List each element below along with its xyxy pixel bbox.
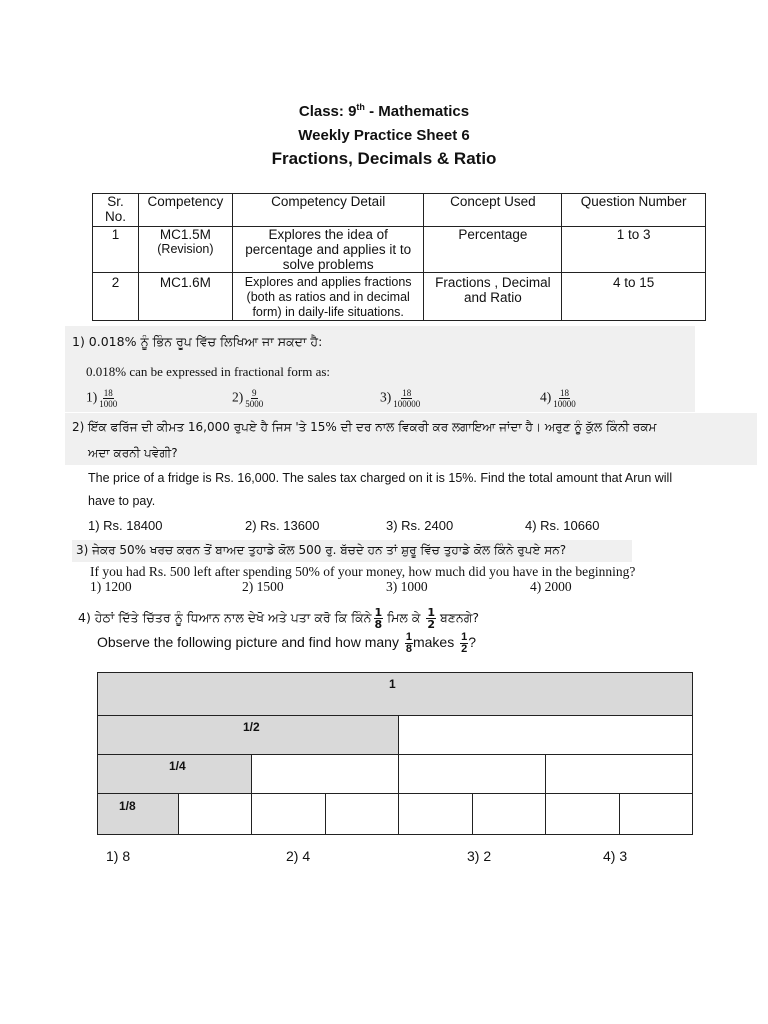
fraction-wall bbox=[97, 672, 693, 835]
table-header-row bbox=[93, 194, 706, 227]
wall-label-half: 1/2 bbox=[243, 720, 260, 734]
q4-english: Observe the following picture and find how many $\frac{1}{8}$ makes $\frac{1}{2}$ ? bbox=[97, 631, 477, 655]
q3-english: If you had Rs. 500 left after spending 50% of your money, how much did you have in the beginning? bbox=[90, 564, 636, 579]
wall-label-whole: 1 bbox=[389, 677, 396, 691]
q3-option-2: 2) 1500 bbox=[242, 579, 284, 594]
q1-option-1: 1) $\frac{18}{1000}$ bbox=[86, 388, 118, 409]
q1-option-2: 2) $\frac{9}{5000}$ bbox=[232, 388, 264, 409]
q4-option-4: 4) 3 bbox=[603, 848, 628, 864]
cell-concept: Fractions , Decimal and Ratio bbox=[424, 273, 562, 321]
cell-detail: Explores and applies fractions (both as ratios and in decimal form) in daily-life situations. bbox=[232, 273, 424, 321]
cell-detail: Explores the idea of percentage and applies it to solve problems bbox=[232, 227, 424, 273]
q3-option-3: 3) 1000 bbox=[386, 579, 428, 594]
wall-eighth-cell bbox=[178, 793, 252, 835]
q2-english-line-1: The price of a fridge is Rs. 16,000. The sales tax charged on it is 15%. Find the total amount that Arun will bbox=[88, 471, 673, 485]
cell-sr: 1 bbox=[93, 227, 139, 273]
cell-competency: MC1.5M (Revision) bbox=[138, 227, 232, 273]
cell-sr: 2 bbox=[93, 273, 139, 321]
wall-eighth-cell bbox=[398, 793, 473, 835]
wall-eighth-cell bbox=[97, 793, 179, 835]
header-concept-used: Concept Used bbox=[424, 194, 562, 227]
cell-questions: 4 to 15 bbox=[562, 273, 706, 321]
q3-option-4: 4) 2000 bbox=[530, 579, 572, 594]
wall-eighth-cell bbox=[325, 793, 399, 835]
topic-title: Fractions, Decimals & Ratio bbox=[271, 149, 497, 168]
cell-concept: Percentage bbox=[424, 227, 562, 273]
header-competency: Competency bbox=[138, 194, 232, 227]
table-row bbox=[93, 227, 706, 273]
q2-option-3: 3) Rs. 2400 bbox=[386, 518, 454, 533]
q4-option-1: 1) 8 bbox=[106, 848, 131, 864]
wall-eighth-cell bbox=[251, 793, 326, 835]
wall-eighth-cell bbox=[545, 793, 620, 835]
wall-half-cell bbox=[398, 715, 693, 755]
wall-quarter-cell bbox=[398, 754, 546, 794]
sheet-title: Weekly Practice Sheet 6 bbox=[298, 127, 470, 144]
wall-quarter-cell bbox=[251, 754, 399, 794]
wall-eighth-cell bbox=[619, 793, 693, 835]
wall-eighth-cell bbox=[472, 793, 546, 835]
q3-punjabi: 3) ਜੇਕਰ 50% ਖਰਚ ਕਰਨ ਤੋਂ ਬਾਅਦ ਤੁਹਾਡੇ ਕੋਲ 500 ਰੁ. ਬੱਚਦੇ ਹਨ ਤਾਂ ਸ਼ੁਰੂ ਵਿੱਚ ਤੁਹਾਡੇ ਕੋਲ ਕਿੰਨੇ ਰੁਪਏ ਸਨ? bbox=[76, 543, 567, 557]
q1-english: 0.018% can be expressed in fractional form as: bbox=[86, 364, 331, 379]
wall-label-quarter: 1/4 bbox=[169, 759, 186, 773]
q4-option-3: 3) 2 bbox=[467, 848, 492, 864]
header-competency-detail: Competency Detail bbox=[232, 194, 424, 227]
q3-option-1: 1) 1200 bbox=[90, 579, 132, 594]
cell-competency: MC1.6M bbox=[138, 273, 232, 321]
class-title: Class: 9th - Mathematics bbox=[298, 102, 470, 120]
q2-english-line-2: have to pay. bbox=[88, 494, 156, 508]
wall-quarter-cell bbox=[545, 754, 693, 794]
q2-option-2: 2) Rs. 13600 bbox=[245, 518, 320, 533]
cell-questions: 1 to 3 bbox=[562, 227, 706, 273]
table-row bbox=[93, 273, 706, 321]
header-sr-no: Sr. No. bbox=[93, 194, 139, 227]
q2-punjabi-line-2: ਅਦਾ ਕਰਨੀ ਪਵੇਗੀ? bbox=[88, 446, 178, 460]
q4-punjabi: 4) ਹੇਠਾਂ ਦਿੱਤੇ ਚਿੱਤਰ ਨੂੰ ਧਿਆਨ ਨਾਲ ਦੇਖੋ ਅਤੇ ਪਤਾ ਕਰੋ ਕਿ ਕਿੰਨੇ $\frac{1}{8}$ ਮਿਲ ਕੇ $\frac{1}{2}$ ਬਣਨਗੇ? bbox=[78, 606, 480, 631]
q2-option-1: 1) Rs. 18400 bbox=[88, 518, 163, 533]
header-question-number: Question Number bbox=[562, 194, 706, 227]
q1-punjabi: 1) 0.018% ਨੂੰ ਭਿੰਨ ਰੂਪ ਵਿੱਚ ਲਿਖਿਆ ਜਾ ਸਕਦਾ ਹੈ: bbox=[72, 334, 323, 349]
q2-option-4: 4) Rs. 10660 bbox=[525, 518, 600, 533]
competency-table bbox=[92, 193, 706, 321]
wall-label-eighth: 1/8 bbox=[119, 799, 136, 813]
q1-option-3: 3) $\frac{18}{100000}$ bbox=[380, 388, 421, 409]
q1-option-4: 4) $\frac{18}{10000}$ bbox=[540, 388, 576, 409]
q2-punjabi-line-1: 2) ਇੱਕ ਫਰਿੱਜ ਦੀ ਕੀਮਤ 16,000 ਰੁਪਏ ਹੈ ਜਿਸ 'ਤੇ 15% ਦੀ ਦਰ ਨਾਲ ਵਿਕਰੀ ਕਰ ਲਗਾਇਆ ਜਾਂਦਾ ਹੈ। ਅਰੁਣ ਨੂੰ ਕੁੱਲ ਕਿੰਨੀ ਰਕਮ bbox=[72, 420, 657, 434]
q4-option-2: 2) 4 bbox=[286, 848, 311, 864]
